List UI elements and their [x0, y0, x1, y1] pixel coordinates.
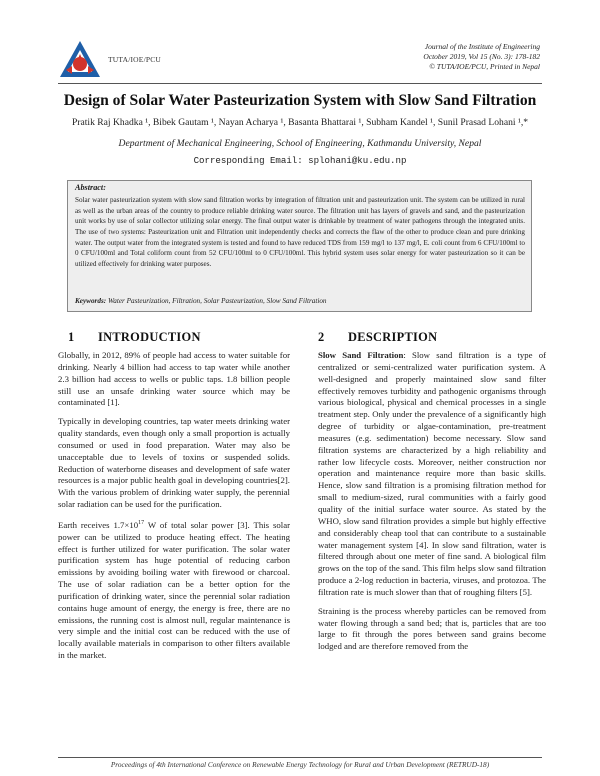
org-label: TUTA/IOE/PCU — [108, 55, 162, 64]
paragraph: Straining is the process whereby particles can be removed from water flowing through a sand bed; that is, particles that are too large to fit through the pores between sand grains become lodged and are therefore removed from the — [318, 605, 546, 652]
paper-title: Design of Solar Water Pasteurization System with Slow Sand Filtration — [63, 92, 537, 109]
footer-text: Proceedings of 4th International Conference on Renewable Energy Technology for Rural and Urban Development (RETRUD-18) — [110, 760, 490, 769]
keywords-list: Water Pasteurization, Filtration, Solar Pasteurization, Slow Sand Filtration — [107, 297, 327, 305]
abstract-text: Solar water pasteurization system with slow sand filtration works by integration of filtration unit and pasteurization unit. The system can be utilized in rural as well as the urban areas of the country to produce reliable drinking water source. The filtration unit has layers of gravels and sand, and the pasteurization unit works by use of solar collector utilizing solar energy. The final output water is drinkable by treatment of water pathogens through the integrated units. The use of two systems: Pasteurization unit and Filtration unit independently checks and corrects the flaw of the other to produce clean and pure drinking water. The output water from the integrated system is tested and found to have reduced TDS from 159 mg/l to 137 mg/l, E. coli count from 6 CFU/100ml to 0 CFU/100ml and Total coliform count from 52 CFU/100ml to 0 CFU/100ml. This hybrid system uses solar energy for water pasteurization so it can be utilized effectively for drinking water purposes. — [75, 196, 525, 268]
corresponding-email[interactable]: Corresponding Email: splohani@ku.edu.np — [193, 155, 407, 166]
paragraph: Typically in developing countries, tap water meets drinking water quality standards, even though only a small proportion is actually consumed or used in food preparation. Water may also be unacceptable due to levels of toxins or suspended solids. Reduction of waterborne diseases and development of safe water resources is a major public health goal in developing countries[2]. With the various problem of drinking water supply, the perennial solar radiation can be used for the purification. — [58, 416, 290, 510]
run-in-heading: Slow Sand Filtration — [318, 350, 404, 360]
institute-logo-icon — [58, 40, 102, 80]
superscript: 17 — [138, 519, 145, 526]
journal-name: Journal of the Institute of Engineering — [424, 42, 540, 51]
journal-issue: October 2019, Vol 15 (No. 3): 178-182 — [423, 52, 540, 62]
journal-info — [423, 42, 540, 73]
author-list: Pratik Raj Khadka ¹, Bibek Gautam ¹, Nayan Acharya ¹, Basanta Bhattarai ¹, Subham Kandel ¹, Sunil Prasad Lohani ¹,* — [71, 117, 529, 128]
text-run: Earth receives 1.7×10 — [58, 519, 139, 530]
text-run: : Slow sand filtration is a type of centralized or semi-centralized water purification system. A well-designed and properly maintained slow sand filter effectively removes turbidity and pathogenic organisms through various biological, physical and chemical processes in a single treatment step. Only under the prevalence of a significantly high degree of turbidity or algae-contamination, pre-treatment measures (e.g. sedimentation) become necessary. Slow sand filtration systems are characterized by a high reliability and rather low lifecycle costs. Moreover, neither construction nor operation and maintenance require more than basic skills. Hence, slow sand filtration is a promising filtration method for small to medium-sized, rural communities with a fairly good quality of the initial surface water source. As stated by the WHO, slow sand filtration provides a simple but highly effective and considerably cheap tool that can contribute to a sustainable water management system [4]. In slow sand filtration, water is filtered through about one meter of fine sand. A biological film grows on the top of the sand. This film helps slow sand filtration produce a 2-log reduction in bacteria, viruses, and protozoa. The filtration rate is much slower than that of roughing filters [5]. — [318, 350, 546, 597]
footer-divider — [58, 757, 542, 758]
section-number: 2 — [318, 330, 325, 344]
journal-copyright: © TUTA/IOE/PCU, Printed in Nepal — [429, 62, 540, 72]
section-heading-description — [318, 330, 437, 345]
abstract-label: Abstract: — [75, 183, 106, 192]
paragraph — [58, 518, 290, 662]
text-run: W of total solar power [3]. This solar power can be utilized to produce heating effect. The heating effect is further utilized for water purification. The solar water purification system has huge potential of reducing carbon emissions by avoiding boiling water with firewood or charcoal. The use of solar radiation can be a better option for the purification of drinking water, since the perennial solar radiation contains huge amount of energy, the energy is free, there are no emissions, the running cost is almost null, regular maintenance is very simple and the initial cost can be reduced with the use of locally available materials in comparison to other filters available in the market. — [58, 519, 290, 661]
section-title: DESCRIPTION — [348, 330, 438, 344]
paragraph: Globally, in 2012, 89% of people had access to water suitable for drinking. Nearly 4 billion had access to tap water while another 2.3 billion had access to wells or public taps. 1.8 billion people still use an unsafe drinking water source which may be contaminated [1]. — [58, 350, 290, 408]
header-divider — [58, 83, 542, 84]
affiliation: Department of Mechanical Engineering, School of Engineering, Kathmandu University, Nepal — [118, 138, 482, 149]
right-column — [318, 350, 546, 660]
left-column — [58, 350, 290, 669]
section-title: INTRODUCTION — [98, 330, 201, 344]
keywords-label: Keywords: — [75, 297, 107, 305]
paragraph — [318, 350, 546, 599]
keywords — [75, 297, 525, 305]
section-heading-introduction — [68, 330, 201, 345]
section-number: 1 — [68, 330, 75, 344]
